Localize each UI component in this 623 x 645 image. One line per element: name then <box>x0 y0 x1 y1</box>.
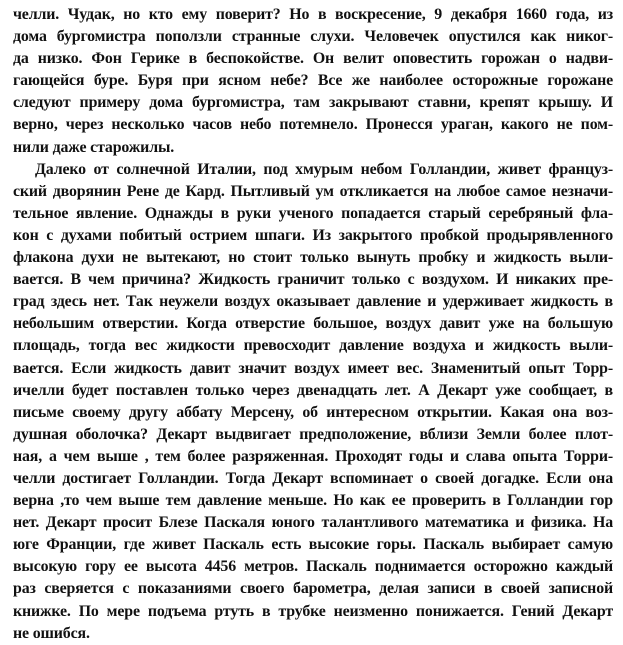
text-line: высокую гору ее высота 4456 метров. Паскаль поднимается осторожно каждый <box>13 558 613 576</box>
text-line: нили даже старожилы. <box>13 138 175 156</box>
text-line: дома бургомистра поползли странные слухи. Человечек опустился как никог- <box>13 28 613 46</box>
text-line: челли достигает Голландии. Тогда Декарт вспоминает о своей догадке. Если она <box>13 469 613 487</box>
text-line: верно, через несколько часов небо потемнело. Пронесся ураган, какого не пом- <box>13 116 613 134</box>
paragraph <box>13 159 613 645</box>
text-line: ичелли будет поставлен только через двенадцать лет. А Декарт уже сообщает, в <box>13 381 613 399</box>
text-line: вается. В чем причина? Жидкость граничит только с воздухом. И никаких пре- <box>13 271 613 289</box>
text-line: тельное явление. Однажды в руки ученого попадается старый серебряный фла- <box>13 204 613 222</box>
text-line: раз сверяется с показаниями своего барометра, делая записи в своей записной <box>13 580 613 598</box>
text-line: следуют примеру дома бургомистра, там закрывают ставни, крепят крышу. И <box>13 94 613 112</box>
paragraph <box>13 4 613 159</box>
text-line: вается. Если жидкость давит значит воздух имеет вес. Знаменитый опыт Торр- <box>13 359 613 377</box>
text-line: не ошибся. <box>13 624 90 642</box>
text-line: да низко. Фон Герике в беспокойстве. Он велит оповестить горожан о надви- <box>13 50 613 68</box>
text-line: челли. Чудак, но кто ему поверит? Но в воскресение, 9 декабря 1660 года, из <box>13 6 613 23</box>
text-line: письме своему другу аббату Мерсену, об интересном открытии. Какая она воз- <box>13 403 613 421</box>
document-page <box>13 4 613 645</box>
text-line: гающейся буре. Буря при ясном небе? Все же наиболее осторожные горожане <box>13 72 613 90</box>
text-line: книжке. По мере подъема ртуть в трубке неизменно понижается. Гений Декарт <box>13 602 613 620</box>
text-line: площадь, тогда вес жидкости превосходит давление воздуха и жидкость выли- <box>13 337 613 355</box>
text-line: нет. Декарт просит Блезе Паскаля юного талантливого математика и физика. На <box>13 514 613 532</box>
text-line: кон с духами побитый острием шпаги. Из закрытого пробкой продырявленного <box>13 226 613 244</box>
text-line: ский дворянин Рене де Кард. Пытливый ум откликается на любое самое незначи- <box>13 182 613 200</box>
text-line: небольшим отверстии. Когда отверстие большое, воздух давит уже на большую <box>13 315 613 333</box>
text-line: юге Франции, где живет Паскаль есть высокие горы. Паскаль выбирает самую <box>13 536 613 554</box>
text-line: град здесь нет. Так неужели воздух оказывает давление и удерживает жидкость в <box>13 293 613 311</box>
text-line: Далеко от солнечной Италии, под хмурым небом Голландии, живет француз- <box>35 160 613 178</box>
text-line: душная оболочка? Декарт выдвигает предположение, вблизи Земли более плот- <box>13 425 613 443</box>
text-line: флакона духи не вытекают, но стоит только вынуть пробку и жидкость выли- <box>13 249 613 267</box>
text-line: верна ,то чем выше тем давление меньше. Но как ее проверить в Голландии гор <box>13 492 613 510</box>
text-line: ная, а чем выше , тем более разряженная. Проходят годы и слава опыта Торри- <box>13 447 613 465</box>
